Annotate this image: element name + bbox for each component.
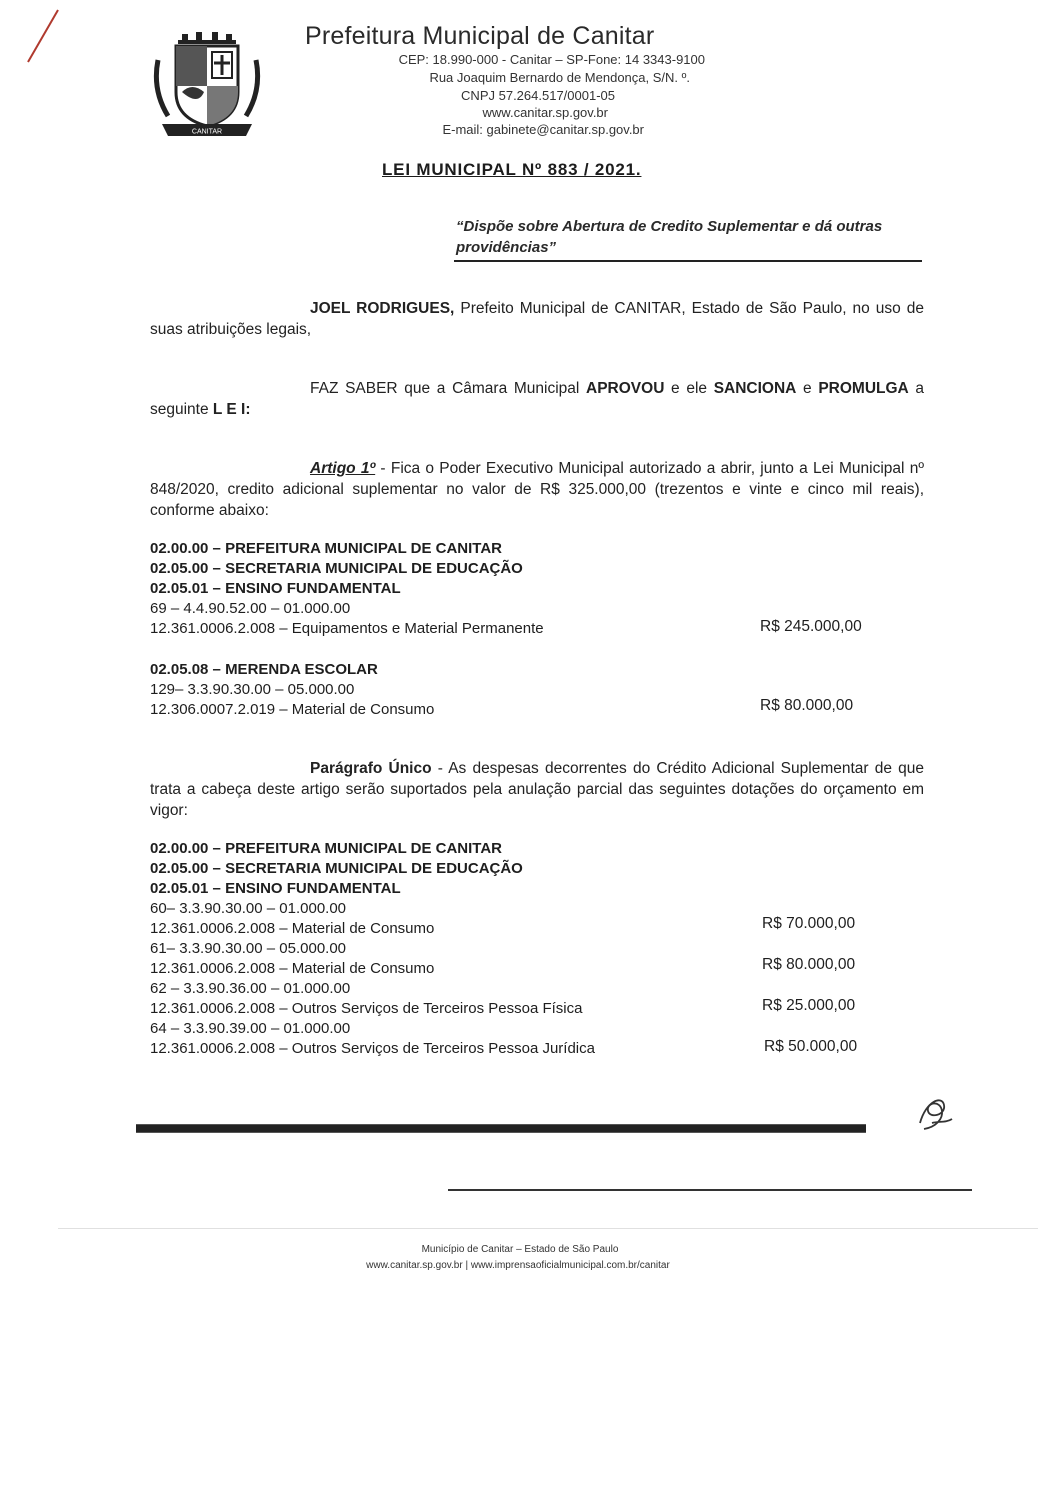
separator-thin-rule — [448, 1189, 972, 1191]
enactment-lei: L E I: — [212, 401, 251, 418]
credit-line-equipamentos: 12.361.0006.2.008 – Equipamentos e Material Permanente — [150, 620, 544, 637]
paragraph-unico-text: - As despesas decorrentes do Crédito Adicional Suplementar de que trata a cabeça deste artigo serão suportados pela anulação parcial das seguintes dotações do orçamento em vigor: — [150, 760, 924, 819]
credit-line-merenda: 02.05.08 – MERENDA ESCOLAR — [150, 661, 378, 678]
footer-rule — [58, 1228, 1038, 1229]
credit-line-org: 02.00.00 – PREFEITURA MUNICIPAL DE CANITAR — [150, 540, 503, 557]
annul-line-code-64: 64 – 3.3.90.39.00 – 01.000.00 — [150, 1020, 351, 1037]
annul-amount-3: R$ 25.000,00 — [762, 997, 856, 1014]
crest-banner-text: CANITAR — [191, 128, 223, 136]
credit-line-code-129: 129– 3.3.90.30.00 – 05.000.00 — [150, 681, 355, 698]
credit-amount-1: R$ 245.000,00 — [760, 618, 862, 635]
enactment-sanciona: SANCIONA — [713, 380, 797, 397]
municipal-crest-icon — [148, 30, 266, 142]
annul-line-secretariat: 02.05.00 – SECRETARIA MUNICIPAL DE EDUCAÇÃO — [150, 860, 523, 877]
separator-heavy-rule — [136, 1124, 866, 1133]
annul-line-code-62: 62 – 3.3.90.36.00 – 01.000.00 — [150, 980, 351, 997]
org-name: Prefeitura Municipal de Canitar — [305, 22, 655, 50]
enactment-aprovou: APROVOU — [586, 380, 665, 397]
signature-initial-icon — [912, 1093, 956, 1133]
mayor-name: JOEL RODRIGUES, — [310, 300, 455, 317]
annul-line-code-60: 60– 3.3.90.30.00 – 01.000.00 — [150, 900, 347, 917]
enactment-text-4: a seguinte — [150, 380, 925, 418]
contact-address: Rua Joaquim Bernardo de Mendonça, S/N. º. — [429, 70, 690, 85]
footer-line-1: Município de Canitar – Estado de São Paulo — [421, 1244, 619, 1255]
contact-website: www.canitar.sp.gov.br — [482, 105, 608, 120]
preamble-paragraph — [150, 298, 924, 340]
annul-line-consumo-2: 12.361.0006.2.008 – Material de Consumo — [150, 960, 435, 977]
law-title: LEI MUNICIPAL Nº 883 / 2021. — [382, 160, 642, 179]
article-1-paragraph — [150, 458, 924, 521]
credit-line-unit: 02.05.01 – ENSINO FUNDAMENTAL — [150, 580, 401, 597]
article-1-text: - Fica o Poder Executivo Municipal autorizado a abrir, junto a Lei Municipal nº 848/2020, credito adicional suplementar no valor de R$ 325.000,00 (trezentos e vinte e cinco mil reais), conforme abaixo: — [150, 460, 924, 519]
annul-line-code-61: 61– 3.3.90.30.00 – 05.000.00 — [150, 940, 347, 957]
annul-line-unit: 02.05.01 – ENSINO FUNDAMENTAL — [150, 880, 401, 897]
enactment-text-1: FAZ SABER que a Câmara Municipal — [310, 380, 587, 397]
enactment-paragraph — [150, 378, 924, 420]
footer-line-2: www.canitar.sp.gov.br | www.imprensaoficialmunicipal.com.br/canitar — [366, 1260, 670, 1271]
paragraph-unico-label: Parágrafo Único — [310, 760, 432, 777]
contact-cnpj: CNPJ 57.264.517/0001-05 — [461, 88, 615, 103]
enactment-promulga: PROMULGA — [818, 380, 909, 397]
preamble-text: Prefeito Municipal de CANITAR, Estado de São Paulo, no uso de suas atribuições legais, — [150, 300, 924, 338]
annul-line-pessoa-juridica: 12.361.0006.2.008 – Outros Serviços de Terceiros Pessoa Jurídica — [150, 1040, 595, 1057]
credit-line-consumo: 12.306.0007.2.019 – Material de Consumo — [150, 701, 435, 718]
annul-line-org: 02.00.00 – PREFEITURA MUNICIPAL DE CANITAR — [150, 840, 503, 857]
annul-line-pessoa-fisica: 12.361.0006.2.008 – Outros Serviços de Terceiros Pessoa Física — [150, 1000, 583, 1017]
annul-amount-4: R$ 50.000,00 — [764, 1038, 858, 1055]
credit-line-secretariat: 02.05.00 – SECRETARIA MUNICIPAL DE EDUCAÇÃO — [150, 560, 523, 577]
annul-amount-2: R$ 80.000,00 — [762, 956, 856, 973]
enactment-text-3: e — [796, 380, 819, 397]
pen-mark — [22, 6, 62, 66]
enactment-text-2: e ele — [664, 380, 714, 397]
law-ementa: “Dispõe sobre Abertura de Credito Suplementar e dá outras providências” — [456, 218, 883, 256]
paragraph-unico — [150, 758, 924, 821]
ementa-underline — [454, 260, 922, 262]
credit-amount-2: R$ 80.000,00 — [760, 697, 854, 714]
contact-email: E-mail: gabinete@canitar.sp.gov.br — [442, 122, 644, 137]
credit-line-code-69: 69 – 4.4.90.52.00 – 01.000.00 — [150, 600, 351, 617]
contact-cep: CEP: 18.990-000 - Canitar – SP-Fone: 14 3343-9100 — [398, 52, 705, 67]
annul-line-consumo-1: 12.361.0006.2.008 – Material de Consumo — [150, 920, 435, 937]
article-1-label: Artigo 1º — [310, 460, 376, 477]
annul-amount-1: R$ 70.000,00 — [762, 915, 856, 932]
